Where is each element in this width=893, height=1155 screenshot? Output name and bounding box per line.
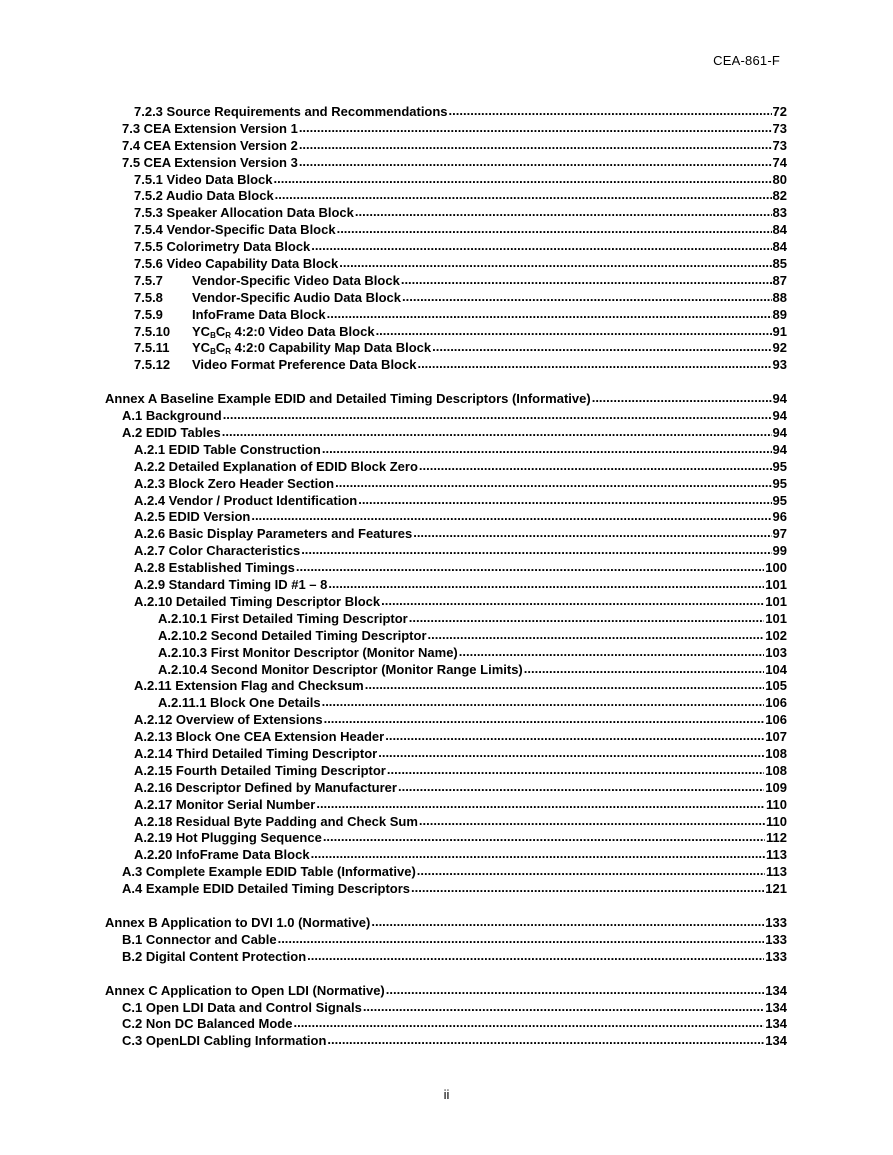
dot-leader [316, 796, 765, 813]
toc-entry-title [122, 881, 410, 898]
toc-entry[interactable] [105, 121, 787, 138]
toc-entry-page: 103 [765, 644, 787, 660]
toc-entry-text: A.2.15 Fourth Detailed Timing Descriptor [134, 762, 386, 778]
toc-entry-page: 96 [772, 509, 787, 525]
toc-entry-page: 88 [772, 289, 787, 305]
toc-entry[interactable] [105, 577, 787, 594]
toc-entry-title [134, 172, 273, 189]
toc-entry-subscript: R [225, 330, 232, 340]
toc-entry[interactable] [105, 797, 787, 814]
dot-leader [402, 289, 772, 306]
toc-entry[interactable] [105, 1016, 787, 1033]
toc-entry[interactable] [105, 188, 787, 205]
toc-entry-title [158, 662, 523, 679]
toc-entry-page: 82 [772, 188, 787, 204]
toc-entry[interactable] [105, 459, 787, 476]
toc-entry[interactable] [105, 1033, 787, 1050]
toc-entry-title [134, 763, 386, 780]
toc-entry-title-prefix: C [215, 340, 226, 356]
toc-entry-page: 95 [772, 475, 787, 491]
toc-entry-text: A.2.11.1 Block One Details [158, 695, 321, 711]
toc-entry-title [122, 1000, 362, 1017]
dot-leader [417, 863, 765, 880]
toc-entry-page: 105 [765, 678, 787, 694]
toc-entry-subscript: R [225, 347, 232, 357]
dot-leader [278, 931, 765, 948]
toc-entry[interactable] [105, 645, 787, 662]
toc-entry-page: 133 [765, 914, 787, 930]
toc-entry-page: 108 [765, 762, 787, 778]
toc-entry-page: 108 [765, 745, 787, 761]
toc-entry-text: A.2.11 Extension Flag and Checksum [134, 678, 364, 694]
toc-entry[interactable] [105, 324, 787, 341]
toc-entry-title [122, 1033, 326, 1050]
toc-entry-text: Vendor-Specific Audio Data Block [192, 289, 402, 305]
dot-leader [419, 813, 765, 830]
toc-entry-title [158, 628, 427, 645]
dot-leader [386, 982, 765, 999]
toc-entry-number: 7.5.7 [134, 272, 163, 288]
toc-entry-text: A.2.10 Detailed Timing Descriptor Block [134, 593, 381, 609]
toc-entry-text: A.2.10.4 Second Monitor Descriptor (Monitor Range Limits) [158, 661, 523, 677]
toc-entry-text: A.2.17 Monitor Serial Number [134, 796, 316, 812]
toc-entry[interactable] [105, 340, 787, 357]
toc-entry[interactable] [105, 695, 787, 712]
dot-leader [387, 762, 764, 779]
toc-entry-text: 7.5.4 Vendor-Specific Data Block [134, 222, 336, 238]
dot-leader [322, 694, 765, 711]
dot-leader [296, 559, 764, 576]
dot-leader [275, 187, 772, 204]
toc-entry-page: 104 [765, 661, 787, 677]
toc-entry-text: InfoFrame Data Block [192, 306, 326, 322]
toc-entry-text: A.2.19 Hot Plugging Sequence [134, 830, 322, 846]
toc-entry[interactable] [105, 864, 787, 881]
toc-entry-title [134, 577, 327, 594]
page-number: ii [443, 1087, 450, 1102]
toc-entry-title [134, 797, 315, 814]
toc-entry-title [134, 560, 295, 577]
toc-entry-page: 110 [766, 796, 787, 812]
toc-entry-page: 73 [772, 137, 787, 153]
toc-entry-text: A.2.14 Third Detailed Timing Descriptor [134, 745, 378, 761]
toc-entry-subscript: B [210, 347, 216, 357]
dot-leader [592, 390, 772, 407]
toc-entry-title [105, 391, 591, 408]
dot-leader [358, 492, 771, 509]
toc-entry-title [134, 324, 375, 341]
toc-entry-title [134, 205, 354, 222]
toc-entry-title [122, 425, 221, 442]
toc-entry[interactable] [105, 526, 787, 543]
toc-entry-text: A.2.3 Block Zero Header Section [134, 475, 335, 491]
toc-entry-title-prefix: YC [192, 340, 211, 356]
toc-entry-title [134, 678, 364, 695]
toc-entry-page: 133 [765, 948, 787, 964]
dot-leader [322, 441, 772, 458]
toc-entry-page: 106 [765, 712, 787, 728]
dot-leader [355, 204, 772, 221]
dot-leader [274, 171, 772, 188]
dot-leader [337, 221, 772, 238]
dot-leader [311, 238, 771, 255]
toc-entry-title [134, 526, 412, 543]
toc-entry-page: 134 [765, 999, 787, 1015]
dot-leader [327, 306, 772, 323]
toc-entry[interactable] [105, 780, 787, 797]
toc-entry-page: 72 [772, 104, 787, 119]
toc-entry-text: 7.4 CEA Extension Version 2 [122, 137, 298, 153]
toc-entry-page: 112 [766, 830, 787, 846]
toc-entry[interactable] [105, 425, 787, 442]
dot-leader [419, 458, 772, 475]
toc-entry-page: 134 [765, 982, 787, 998]
dot-leader [409, 610, 765, 627]
toc-entry-number: 7.5.10 [134, 323, 171, 339]
toc-entry[interactable] [105, 256, 787, 273]
toc-entry-text: 4:2:0 Video Data Block [231, 323, 375, 339]
toc-entry-text: Video Format Preference Data Block [192, 357, 417, 373]
toc-entry-page: 101 [765, 610, 787, 626]
toc-entry-number: 7.5.12 [134, 357, 171, 373]
toc-entry-title [105, 915, 370, 932]
toc-entry-page: 110 [766, 813, 787, 829]
toc-entry-page: 95 [772, 492, 787, 508]
toc-entry-title [122, 1016, 292, 1033]
toc-entry-title-prefix: YC [192, 323, 211, 339]
toc-entry[interactable] [105, 628, 787, 645]
toc-entry-text: A.2.4 Vendor / Product Identification [134, 492, 358, 508]
toc-entry-title [122, 949, 306, 966]
toc-entry-text: A.2.5 EDID Version [134, 509, 251, 525]
toc-entry-number: 7.5.9 [134, 306, 163, 322]
dot-leader [459, 644, 765, 661]
toc-entry-text: 7.5.3 Speaker Allocation Data Block [134, 205, 354, 221]
toc-entry-page: 100 [765, 560, 787, 576]
toc-entry[interactable] [105, 915, 787, 932]
toc-entry-text: 7.5.1 Video Data Block [134, 171, 273, 187]
toc-entry[interactable] [105, 830, 787, 847]
toc-entry-text: B.2 Digital Content Protection [122, 948, 307, 964]
toc-entry[interactable] [105, 493, 787, 510]
dot-leader [449, 103, 772, 120]
toc-entry-text: A.2.2 Detailed Explanation of EDID Block Zero [134, 458, 418, 474]
toc-entry-title [134, 780, 397, 797]
toc-entry-text: A.2.1 EDID Table Construction [134, 441, 321, 457]
toc-entry-title [134, 712, 323, 729]
toc-entry-page: 94 [772, 391, 787, 407]
toc-entry-text: Vendor-Specific Video Data Block [192, 272, 400, 288]
toc-entry-title [122, 932, 277, 949]
toc-entry-page: 94 [772, 441, 787, 457]
toc-entry-page: 102 [765, 627, 787, 643]
toc-entry[interactable] [105, 847, 787, 864]
dot-leader [413, 525, 771, 542]
toc-entry[interactable] [105, 662, 787, 679]
toc-entry-text: A.2.10.3 First Monitor Descriptor (Monitor Name) [158, 644, 458, 660]
toc-entry-page: 121 [765, 881, 787, 897]
toc-entry-page: 74 [772, 154, 787, 170]
toc-entry-title [122, 121, 298, 138]
toc-entry[interactable] [105, 442, 787, 459]
toc-entry-title [134, 442, 321, 459]
toc-entry-text: Annex B Application to DVI 1.0 (Normative) [105, 914, 371, 930]
dot-leader [411, 880, 764, 897]
dot-leader [299, 137, 772, 154]
toc-entry-text: A.2.12 Overview of Extensions [134, 712, 323, 728]
toc-entry-title [134, 256, 338, 273]
toc-entry-title-prefix: C [215, 323, 226, 339]
toc-entry-title [134, 830, 322, 847]
toc-entry[interactable] [105, 983, 787, 1000]
dot-leader [335, 475, 771, 492]
toc-entry-page: 99 [772, 543, 787, 559]
toc-entry[interactable] [105, 205, 787, 222]
toc-entry-title [134, 104, 448, 121]
toc-entry-title [134, 594, 380, 611]
toc-entry-text: A.2.10.2 Second Detailed Timing Descriptor [158, 627, 427, 643]
dot-leader [299, 154, 772, 171]
toc-entry-page: 93 [772, 357, 787, 373]
toc-entry-title [134, 307, 326, 324]
toc-entry[interactable] [105, 239, 787, 256]
toc-entry-title [122, 155, 298, 172]
toc-entry-title [134, 273, 400, 290]
dot-leader [365, 677, 765, 694]
toc-entry[interactable] [105, 307, 787, 324]
toc-entry[interactable] [105, 273, 787, 290]
toc-entry-page: 133 [765, 931, 787, 947]
toc-entry-page: 97 [772, 526, 787, 542]
dot-leader [324, 711, 765, 728]
toc-entry-page: 109 [765, 779, 787, 795]
toc-entry-page: 95 [772, 458, 787, 474]
toc-entry[interactable] [105, 1000, 787, 1017]
toc-entry-page: 107 [765, 729, 787, 745]
dot-leader [371, 914, 764, 931]
toc-entry[interactable] [105, 172, 787, 189]
toc-entry-page: 89 [772, 306, 787, 322]
toc-entry-title [134, 290, 401, 307]
toc-entry-page: 113 [766, 847, 787, 863]
toc-entry-title [134, 459, 418, 476]
toc-entry-title [134, 340, 431, 357]
dot-leader [311, 846, 765, 863]
toc-entry-text: 4:2:0 Capability Map Data Block [231, 340, 432, 356]
toc-entry[interactable] [105, 881, 787, 898]
toc-entry-title [134, 729, 384, 746]
dot-leader [432, 339, 771, 356]
toc-entry-page: 85 [772, 256, 787, 272]
toc-entry-text: 7.5.2 Audio Data Block [134, 188, 274, 204]
dot-leader [428, 627, 765, 644]
toc-entry-text: 7.3 CEA Extension Version 1 [122, 120, 298, 136]
toc-entry-text: 7.5 CEA Extension Version 3 [122, 154, 298, 170]
toc-entry-page: 101 [765, 577, 787, 593]
dot-leader [339, 255, 771, 272]
toc-entry-text: 7.5.6 Video Capability Data Block [134, 256, 339, 272]
toc-entry-text: A.2.9 Standard Timing ID #1 – 8 [134, 577, 328, 593]
toc-entry-title [105, 983, 385, 1000]
toc-entry-page: 106 [765, 695, 787, 711]
toc-entry[interactable] [105, 712, 787, 729]
toc-entry[interactable] [105, 729, 787, 746]
toc-entry-page: 84 [772, 239, 787, 255]
toc-entry-text: B.1 Connector and Cable [122, 931, 277, 947]
toc-entry-title [158, 695, 321, 712]
toc-entry-text: A.2.13 Block One CEA Extension Header [134, 729, 385, 745]
toc-entry-number: 7.5.8 [134, 289, 163, 305]
document-id-header: CEA-861-F [713, 53, 780, 68]
toc-entry[interactable] [105, 476, 787, 493]
dot-leader [385, 728, 764, 745]
toc-entry-page: 84 [772, 222, 787, 238]
toc-entry-text: A.2.7 Color Characteristics [134, 543, 301, 559]
dot-leader [223, 407, 772, 424]
toc-entry-page: 91 [772, 323, 787, 339]
toc-entry[interactable] [105, 290, 787, 307]
toc-entry[interactable] [105, 678, 787, 695]
toc-entry-title [158, 611, 408, 628]
toc-entry[interactable] [105, 138, 787, 155]
dot-leader [378, 745, 764, 762]
dot-leader [323, 829, 765, 846]
toc-entry[interactable] [105, 391, 787, 408]
toc-entry-text: A.3 Complete Example EDID Table (Informative) [122, 864, 416, 880]
toc-entry-text: A.2.18 Residual Byte Padding and Check Sum [134, 813, 418, 829]
dot-leader [417, 356, 771, 373]
toc-entry-title [122, 408, 222, 425]
toc-entry-subscript: B [210, 330, 216, 340]
toc-entry-page: 80 [772, 171, 787, 187]
toc-entry-title [134, 188, 274, 205]
toc-entry-title [134, 493, 357, 510]
toc-entry-text: Annex A Baseline Example EDID and Detailed Timing Descriptors (Informative) [105, 391, 591, 407]
toc-entry-text: A.2.6 Basic Display Parameters and Features [134, 526, 413, 542]
dot-leader [301, 542, 771, 559]
dot-leader [524, 661, 765, 678]
toc-entry-text: C.1 Open LDI Data and Control Signals [122, 999, 362, 1015]
toc-entry[interactable] [105, 543, 787, 560]
dot-leader [222, 424, 772, 441]
toc-entry-page: 83 [772, 205, 787, 221]
dot-leader [327, 1032, 764, 1049]
table-of-contents [105, 104, 787, 1050]
toc-entry[interactable] [105, 509, 787, 526]
toc-entry-text: A.2.8 Established Timings [134, 560, 295, 576]
dot-leader [251, 508, 771, 525]
toc-entry[interactable] [105, 408, 787, 425]
toc-entry-text: C.2 Non DC Balanced Mode [122, 1016, 293, 1032]
toc-entry-text: A.4 Example EDID Detailed Timing Descriptors [122, 881, 411, 897]
dot-leader [307, 948, 764, 965]
toc-entry[interactable] [105, 560, 787, 577]
toc-entry[interactable] [105, 932, 787, 949]
toc-entry-page: 134 [765, 1033, 787, 1049]
toc-entry-page: 134 [765, 1016, 787, 1032]
toc-entry-page: 73 [772, 120, 787, 136]
toc-entry[interactable] [105, 814, 787, 831]
toc-entry-page: 101 [765, 593, 787, 609]
toc-entry[interactable] [105, 594, 787, 611]
toc-entry[interactable] [105, 763, 787, 780]
toc-entry-title [158, 645, 458, 662]
toc-entry[interactable] [105, 155, 787, 172]
dot-leader [299, 120, 772, 137]
toc-entry-text: A.2.10.1 First Detailed Timing Descriptor [158, 610, 408, 626]
toc-entry-number: 7.5.11 [134, 340, 170, 356]
toc-entry-title [134, 239, 310, 256]
toc-entry-title [134, 543, 300, 560]
toc-entry-title [134, 357, 416, 374]
toc-entry-page: 87 [772, 272, 787, 288]
toc-entry-text: A.2.20 InfoFrame Data Block [134, 847, 310, 863]
toc-entry-title [122, 138, 298, 155]
toc-entry-title [134, 476, 334, 493]
toc-entry-text: 7.2.3 Source Requirements and Recommendations [134, 104, 448, 119]
dot-leader [398, 779, 764, 796]
toc-entry[interactable] [105, 104, 787, 121]
dot-leader [381, 593, 764, 610]
toc-entry[interactable] [105, 611, 787, 628]
dot-leader [328, 576, 764, 593]
dot-leader [401, 272, 772, 289]
dot-leader [363, 999, 764, 1016]
toc-entry-title [134, 814, 418, 831]
toc-entry-page: 94 [772, 425, 787, 441]
toc-entry-text: 7.5.5 Colorimetry Data Block [134, 239, 311, 255]
toc-entry-text: Annex C Application to Open LDI (Normative) [105, 982, 385, 998]
toc-entry[interactable] [105, 949, 787, 966]
dot-leader [376, 323, 772, 340]
dot-leader [293, 1015, 764, 1032]
toc-entry-title [122, 864, 416, 881]
toc-entry-title [134, 509, 250, 526]
toc-entry-text: A.2 EDID Tables [122, 425, 221, 441]
toc-entry[interactable] [105, 357, 787, 374]
toc-entry-page: 92 [772, 340, 787, 356]
toc-entry-page: 113 [766, 864, 787, 880]
toc-entry-text: A.1 Background [122, 408, 222, 424]
toc-entry[interactable] [105, 746, 787, 763]
toc-entry[interactable] [105, 222, 787, 239]
toc-entry-page: 94 [772, 408, 787, 424]
toc-entry-title [134, 222, 336, 239]
toc-entry-text: C.3 OpenLDI Cabling Information [122, 1033, 327, 1049]
toc-entry-text: A.2.16 Descriptor Defined by Manufacturer [134, 779, 397, 795]
toc-entry-title [134, 847, 310, 864]
toc-entry-title [134, 746, 377, 763]
